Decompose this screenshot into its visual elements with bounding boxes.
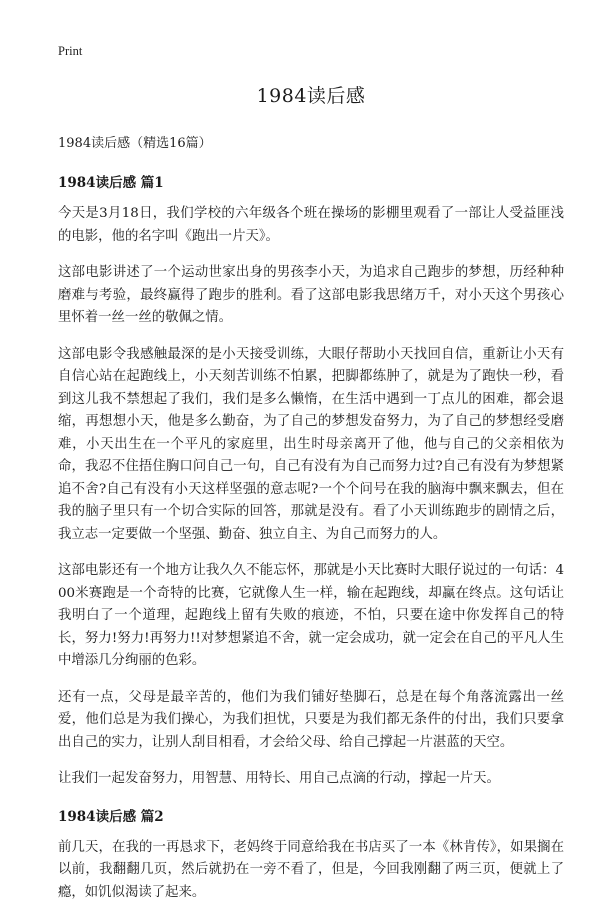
paragraph: 这部电影还有一个地方让我久久不能忘怀，那就是小天比赛时大眼仔说过的一句话：400米赛跑是一个奇特的比赛，它就像人生一样，输在起跑线，却赢在终点。这句话让我明白了一个道理，起跑线上留有失败的痕迹，不怕，只要在途中你发挥自己的特长，努力!努力!再努力!!对梦想紧追不舍，就一定会成功，就一定会在自己的平凡人生中增添几分绚丽的色彩。: [58, 560, 564, 673]
paragraph: 这部电影讲述了一个运动世家出身的男孩李小天，为追求自己跑步的梦想，历经种种磨难与考验，最终赢得了跑步的胜利。看了这部电影我思绪万千，对小天这个男孩心里怀着一丝一丝的敬佩之情。: [58, 262, 564, 330]
section-2: [58, 805, 564, 904]
paragraph: 让我们一起发奋努力，用智慧、用特长、用自己点滴的行动，撑起一片天。: [58, 768, 564, 791]
document-subtitle: 1984读后感（精选16篇）: [58, 132, 564, 151]
paragraph: 前几天，在我的一再恳求下，老妈终于同意给我在书店买了一本《林肯传》，如果搁在以前，我翻翻几页，然后就扔在一旁不看了，但是，今回我刚翻了两三页，便就上了瘾，如饥似渴读了起来。: [58, 837, 564, 904]
page-title: 1984读后感: [58, 81, 564, 108]
section-heading: 1984读后感 篇1: [58, 171, 564, 191]
paragraph: 还有一点，父母是最辛苦的，他们为我们铺好垫脚石，总是在每个角落流露出一丝爱，他们总是为我们操心，为我们担忧，只要是为我们都无条件的付出，我们只要拿出自己的实力，让别人刮目相看，才会给父母、给自己撑起一片湛蓝的天空。: [58, 687, 564, 755]
print-link[interactable]: Print: [58, 44, 564, 59]
section-1: [58, 171, 564, 791]
paragraph: 这部电影令我感触最深的是小天接受训练，大眼仔帮助小天找回自信，重新让小天有自信心站在起跑线上，小天刻苦训练不怕累，把脚都练肿了，就是为了跑快一秒，看到这儿我不禁想起了我们，我们是多么懒惰，在生活中遇到一丁点儿的困难，都会退缩，再想想小天，他是多么勤奋，为了自己的梦想发奋努力，为了自己的梦想经受磨难，小天出生在一个平凡的家庭里，出生时母亲离开了他，他与自己的父亲相依为命，我忍不住捂住胸口问自己一句，自己有没有为自己而努力过?自己有没有为梦想紧追不舍?自己有没有小天这样坚强的意志呢?一个个问号在我的脑海中飘来飘去，但在我的脑子里只有一个切合实际的回答，那就是没有。看了小天训练跑步的剧情之后，我立志一定要做一个坚强、勤奋、独立自主、为自己而努力的人。: [58, 344, 564, 547]
section-heading: 1984读后感 篇2: [58, 805, 564, 825]
paragraph: 今天是3月18日，我们学校的六年级各个班在操场的影棚里观看了一部让人受益匪浅的电影，他的名字叫《跑出一片天》。: [58, 203, 564, 248]
